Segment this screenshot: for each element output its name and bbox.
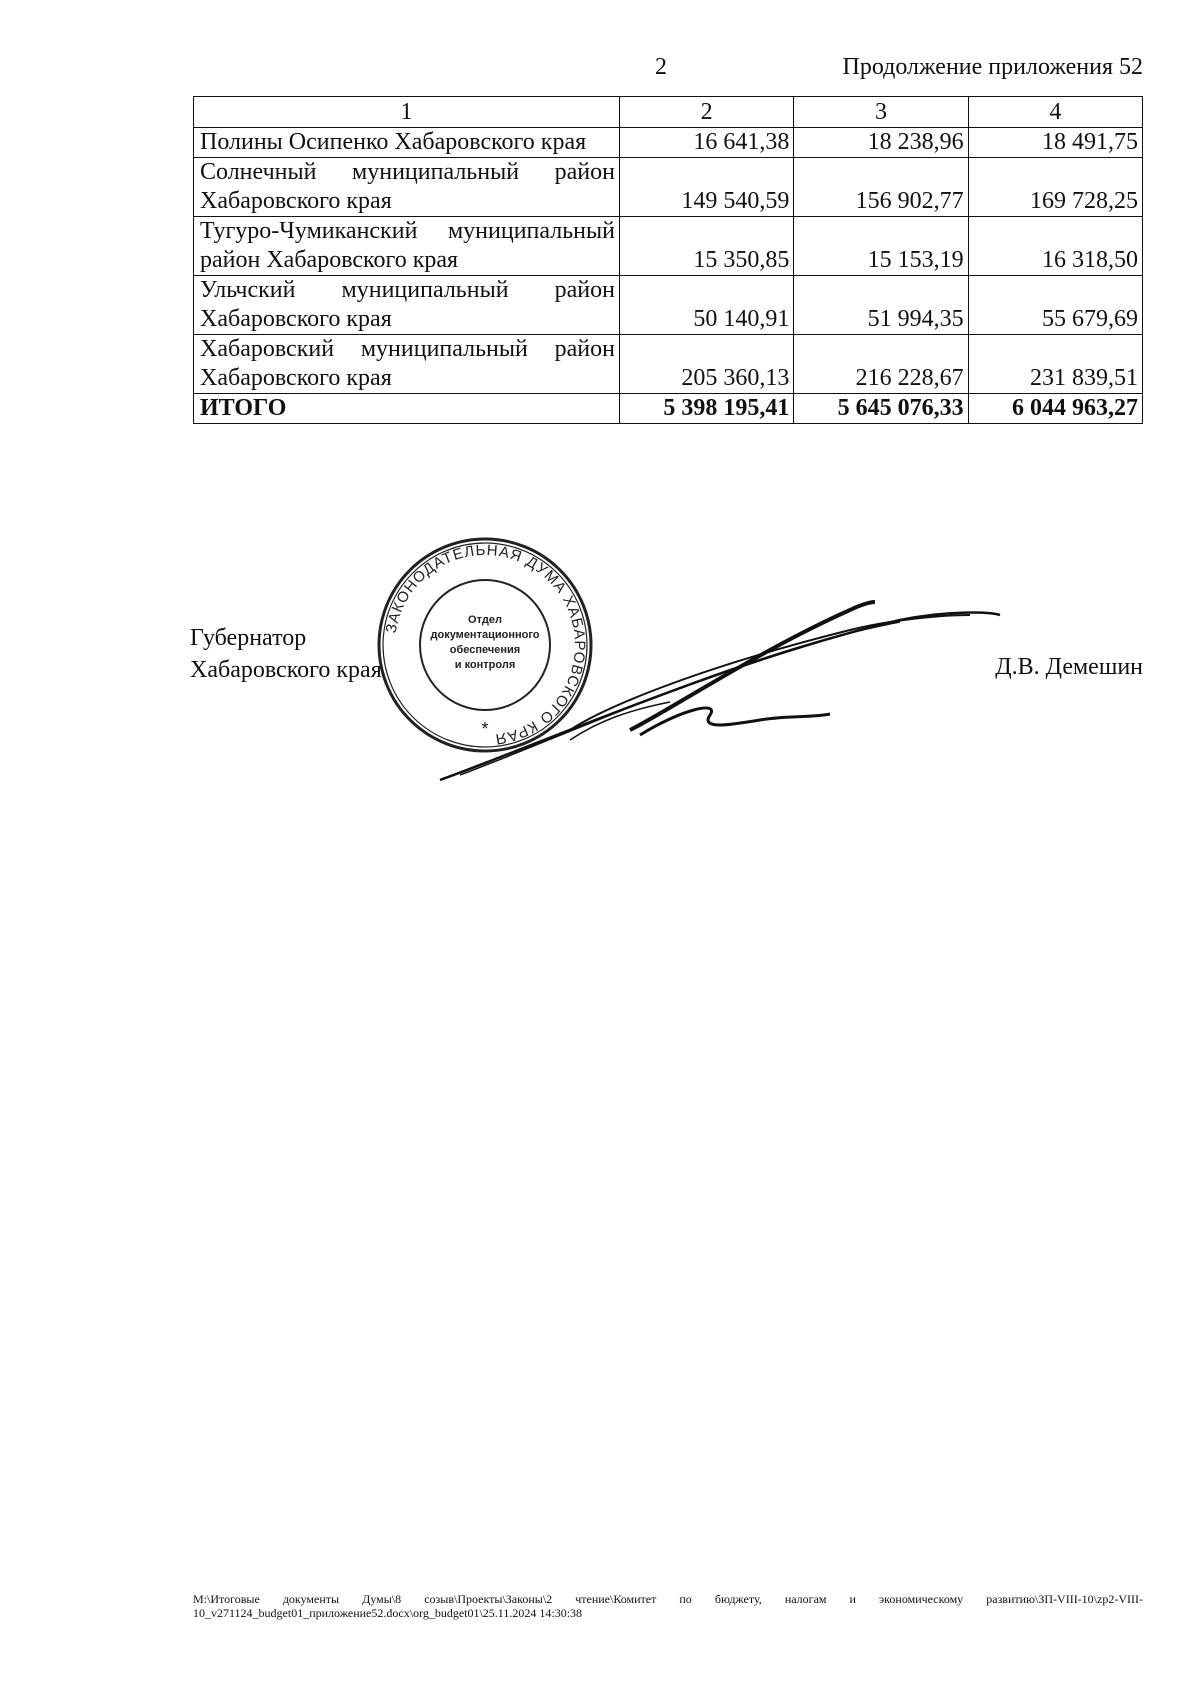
- stamp-inner-line3: обеспечения: [449, 644, 521, 656]
- total-value: 5 398 195,41: [620, 394, 794, 424]
- row-value: 55 679,69: [968, 276, 1142, 335]
- row-value: 216 228,67: [794, 335, 968, 394]
- row-value: 15 350,85: [620, 217, 794, 276]
- governor-name: Д.В. Демешин: [995, 654, 1143, 680]
- column-header: 1: [194, 97, 620, 128]
- row-value: 18 491,75: [968, 128, 1142, 158]
- signature-scribble: [430, 590, 1030, 790]
- column-header: 3: [794, 97, 968, 128]
- budget-table: [193, 96, 1143, 424]
- table-row: [194, 128, 1143, 158]
- governor-title: [190, 622, 382, 686]
- row-name: Полины Осипенко Хабаровского края: [194, 128, 620, 158]
- stamp-outer-text: ЗАКОНОДАТЕЛЬНАЯ ДУМА ХАБАРОВСКОГО КРАЯ: [382, 541, 589, 748]
- row-name: Солнечный муниципальный район Хабаровского края: [194, 158, 620, 217]
- row-value: 149 540,59: [620, 158, 794, 217]
- stamp-star: *: [481, 719, 489, 739]
- governor-title-line2: Хабаровского края: [190, 657, 382, 683]
- row-name: Тугуро-Чумиканский муниципальный район Хабаровского края: [194, 217, 620, 276]
- row-value: 15 153,19: [794, 217, 968, 276]
- row-name: Ульчский муниципальный район Хабаровского края: [194, 276, 620, 335]
- row-name: Хабаровский муниципальный район Хабаровского края: [194, 335, 620, 394]
- row-value: 231 839,51: [968, 335, 1142, 394]
- row-value: 16 318,50: [968, 217, 1142, 276]
- column-header: 4: [968, 97, 1142, 128]
- total-value: 6 044 963,27: [968, 394, 1142, 424]
- row-value: 16 641,38: [620, 128, 794, 158]
- continuation-label: Продолжение приложения 52: [842, 54, 1143, 80]
- table-header-row: [194, 97, 1143, 128]
- table-row: [194, 276, 1143, 335]
- stamp-inner-line4: и контроля: [454, 659, 516, 671]
- total-value: 5 645 076,33: [794, 394, 968, 424]
- row-value: 50 140,91: [620, 276, 794, 335]
- total-row: [194, 394, 1143, 424]
- document-path-footer: М:\Итоговые документы Думы\8 созыв\Проекты\Законы\2 чтение\Комитет по бюджету, налогам и экономическому развитию\ЗП-VIII-10\zp2-VIII-10_v271124_budget01_приложение52.docx\org_budget01\25.11.2024 14:30:38: [193, 1592, 1143, 1620]
- row-value: 205 360,13: [620, 335, 794, 394]
- table-row: [194, 158, 1143, 217]
- column-header: 2: [620, 97, 794, 128]
- row-value: 169 728,25: [968, 158, 1142, 217]
- total-label: ИТОГО: [194, 394, 620, 424]
- table-row: [194, 217, 1143, 276]
- stamp-inner-line2: документационного: [430, 629, 540, 641]
- stamp-inner-line1: Отдел: [468, 614, 502, 626]
- row-value: 18 238,96: [794, 128, 968, 158]
- page-number: 2: [655, 54, 667, 80]
- row-value: 51 994,35: [794, 276, 968, 335]
- table-row: [194, 335, 1143, 394]
- governor-title-line1: Губернатор: [190, 625, 307, 651]
- row-value: 156 902,77: [794, 158, 968, 217]
